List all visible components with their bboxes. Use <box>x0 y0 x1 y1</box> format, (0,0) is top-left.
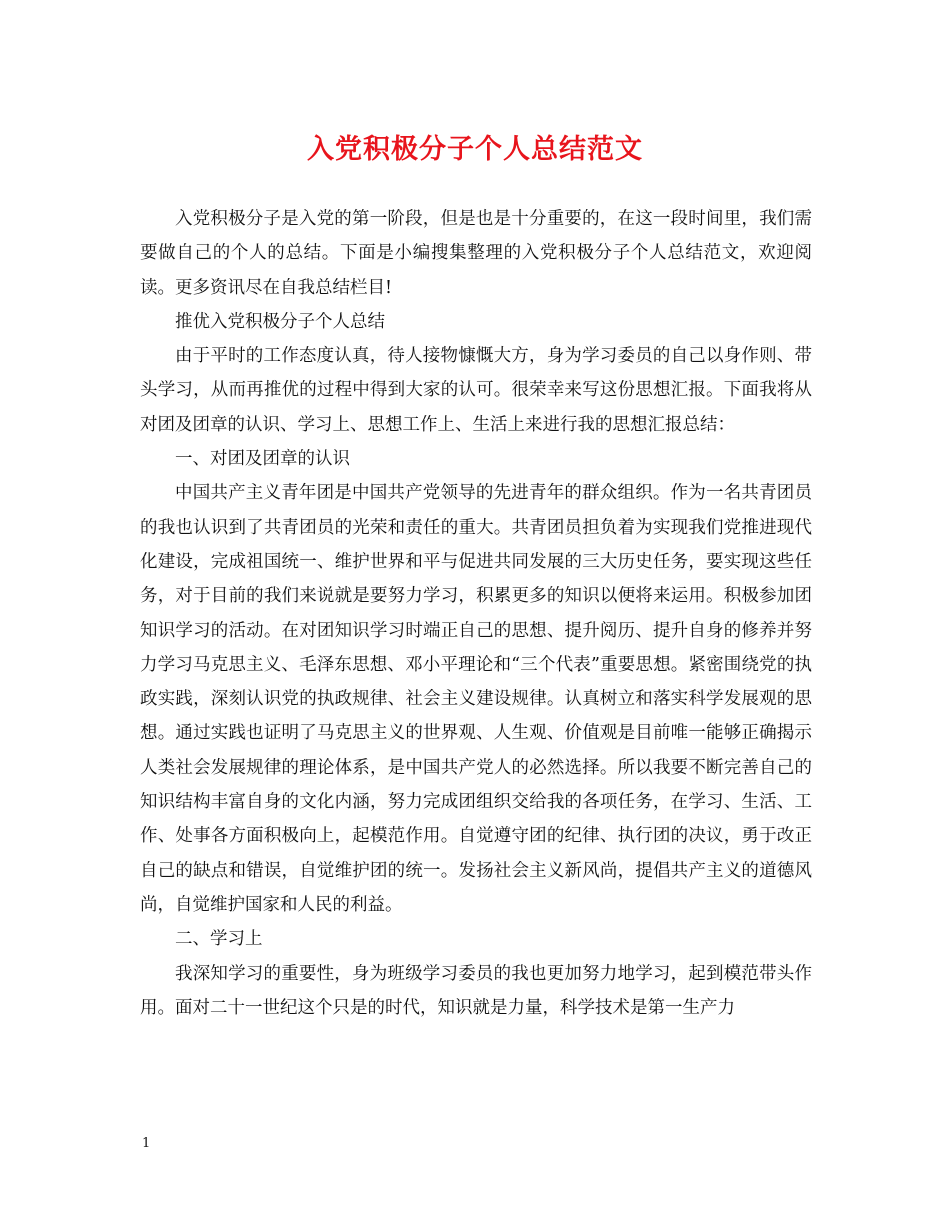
paragraph-intro: 入党积极分子是入党的第一阶段，但是也是十分重要的，在这一段时间里，我们需要做自己的个人的总结。下面是小编搜集整理的入党积极分子个人总结范文，欢迎阅读。更多资讯尽在自我总结栏目! <box>140 209 812 298</box>
section-heading-study: 二、学习上 <box>175 929 263 950</box>
paragraph-preface: 由于平时的工作态度认真，待人接物慷慨大方，身为学习委员的自己以身作则、带头学习，从而再推优的过程中得到大家的认可。很荣幸来写这份思想汇报。下面我将从对团及团章的认识、学习上、思想工作上、生活上来进行我的思想汇报总结： <box>140 346 812 435</box>
paragraph-league-charter: 中国共产主义青年团是中国共产党领导的先进青年的群众组织。作为一名共青团员的我也认识到了共青团员的光荣和责任的重大。共青团员担负着为实现我们党推进现代化建设，完成祖国统一、维护世界和平与促进共同发展的三大历史任务，要实现这些任务，对于目前的我们来说就是要努力学习，积累更多的知识以便将来运用。积极参加团知识学习的活动。在对团知识学习时端正自己的思想、提升阅历、提升自身的修养并努力学习马克思主义、毛泽东思想、邓小平理论和“三个代表”重要思想。紧密围绕党的执政实践，深刻认识党的执政规律、社会主义建设规律。认真树立和落实科学发展观的思想。通过实践也证明了马克思主义的世界观、人生观、价值观是目前唯一能够正确揭示人类社会发展规律的理论体系，是中国共产党人的必然选择。所以我要不断完善自己的知识结构丰富自身的文化内涵，努力完成团组织交给我的各项任务，在学习、生活、工作、处事各方面积极向上，起模范作用。自觉遵守团的纪律、执行团的决议，勇于改正自己的缺点和错误，自觉维护团的统一。发扬社会主义新风尚，提倡共产主义的道德风尚，自觉维护国家和人民的利益。 <box>140 483 812 915</box>
paragraph-heading-recommend: 推优入党积极分子个人总结 <box>175 311 385 332</box>
page-title: 入党积极分子个人总结范文 <box>307 134 643 165</box>
paragraph-study: 我深知学习的重要性，身为班级学习委员的我也更加努力地学习，起到模范带头作用。面对二十一世纪这个只是的时代，知识就是力量，科学技术是第一生产力 <box>140 963 812 1018</box>
page-number: 1 <box>142 1136 151 1151</box>
document-body <box>140 202 812 1025</box>
section-heading-league-charter: 一、对团及团章的认识 <box>175 449 350 470</box>
